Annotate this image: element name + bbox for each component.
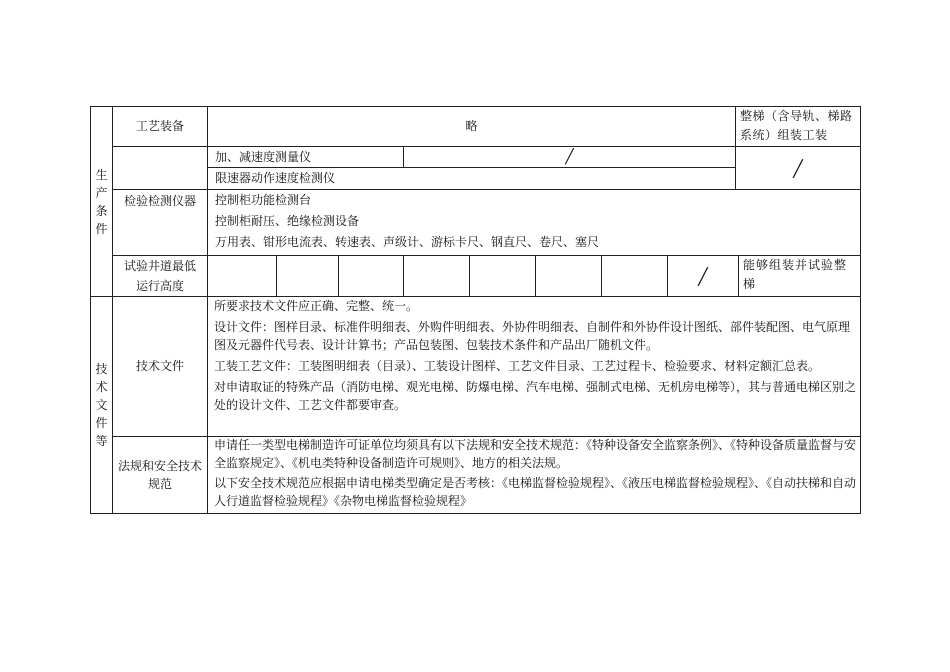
inspection-row4: 控制柜耐压、绝缘检测设备: [215, 214, 360, 228]
process-equipment-label: 工艺装备: [135, 119, 184, 133]
inspection-row3: 控制柜功能检测台: [215, 193, 312, 207]
tech-doc-line-4: 对申请取证的特殊产品（消防电梯、观光电梯、防爆电梯、汽车电梯、强制式电梯、无机房电梯等），其与普通电梯区别之处的设计文件、工艺文件都要审查。: [214, 380, 857, 412]
regulations-line-1: 申请任一类型电梯制造许可证单位均须具有以下法规和安全技术规范：《特种设备安全监察条例》、《特种设备质量监督与安全监察规定》、《机电类特种设备制造许可规则》、地方的相关法规。: [214, 438, 857, 470]
test-shaft-label: 试验井道最低运行高度: [124, 259, 197, 293]
regulations-label: 法规和安全技术规范: [118, 459, 203, 491]
inspection-row2: 限速器动作速度检测仪: [215, 171, 336, 185]
section-production-label: 生产条件: [95, 167, 108, 236]
tech-doc-line-1: 所要求技术文件应正确、完整、统一。: [214, 299, 419, 313]
inspection-row1: 加、减速度测量仪: [215, 150, 312, 164]
regulations-content: [214, 436, 858, 513]
inspection-row1-mark: ╱: [565, 148, 574, 165]
tech-doc-line-3: 工装工艺文件：工装图明细表（目录）、工装设计图样、工艺文件目录、工艺过程卡、检验要求、材料定额汇总表。: [214, 359, 821, 373]
process-equipment-value: 略: [465, 119, 478, 133]
test-shaft-mark: ╱: [698, 266, 708, 286]
regulations-line-2: 以下安全技术规范应根据申请电梯类型确定是否考核：《电梯监督检验规程》、《液压电梯监督检验规程》、《自动扶梯和自动人行道监督检验规程》《杂物电梯监督检验规程》: [214, 476, 857, 508]
tech-doc-line-2: 设计文件：图样目录、标准件明细表、外购件明细表、外协件明细表、自制件和外协件设计图纸、部件装配图、电气原理图及元器件代号表、设计计算书；产品包装图、包装技术条件和产品出厂随机文件。: [214, 320, 851, 352]
test-shaft-note: 能够组装并试验整梯: [743, 258, 848, 291]
process-equipment-note: 整梯（含导轨、梯路系统）组装工装: [740, 109, 853, 142]
technical-documents-label: 技术文件: [135, 359, 184, 373]
inspection-label: 检验检测仪器: [123, 193, 196, 208]
inspection-row5: 万用表、钳形电流表、转速表、声级计、游标卡尺、钢直尺、卷尺、塞尺: [215, 235, 600, 249]
section-tech-docs-label: 技术文件等: [95, 362, 108, 448]
inspection-right-mark: ╱: [793, 158, 803, 178]
technical-documents-content: [214, 297, 858, 436]
